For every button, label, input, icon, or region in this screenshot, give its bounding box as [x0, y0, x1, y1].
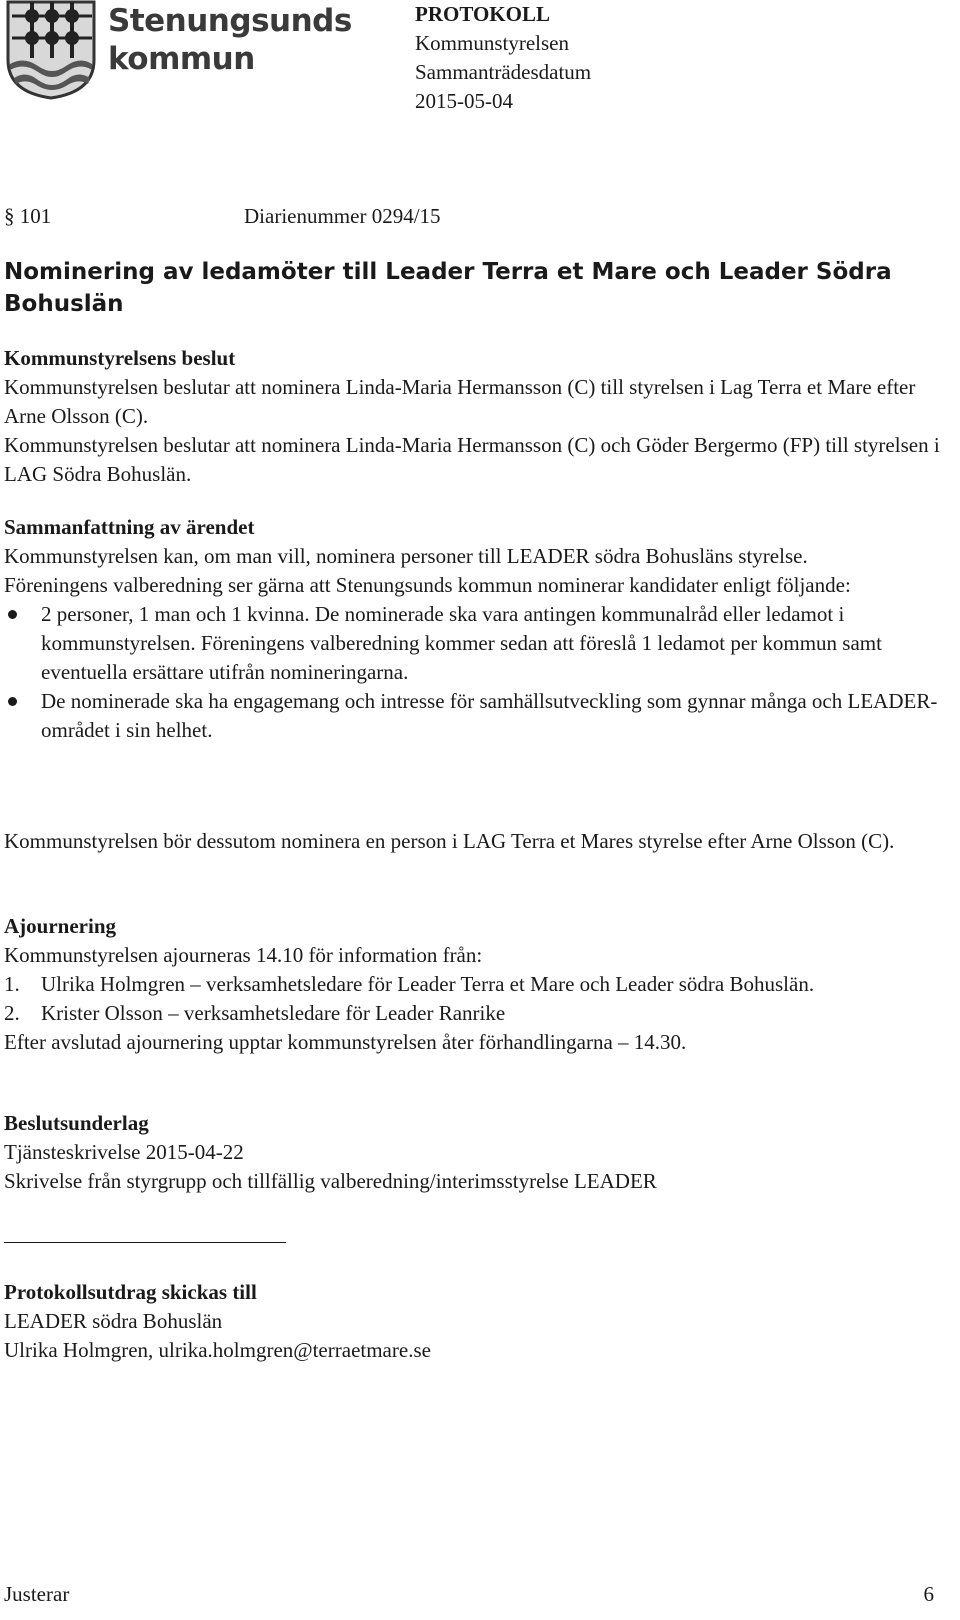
diarienummer: Diarienummer 0294/15 — [244, 204, 441, 228]
sammanfattning-heading: Sammanfattning av ärendet — [4, 515, 255, 539]
meeting-date: 2015-05-04 — [415, 89, 513, 113]
beslut-paragraph-1: Kommunstyrelsen beslutar att nominera Linda-Maria Hermansson (C) till styrelsen i Lag Terra et Mare efter Arne Olsson (C). — [4, 375, 916, 428]
list-item-text: De nominerade ska ha engagemang och intresse för samhällsutveckling som gynnar många och LEADER-området i sin helhet. — [41, 689, 938, 742]
divider — [4, 1242, 286, 1243]
beslutsunderlag-heading: Beslutsunderlag — [4, 1111, 149, 1135]
bullet-icon — [8, 697, 17, 706]
criteria-list — [4, 600, 954, 745]
additional-nomination — [4, 827, 954, 856]
logo-line-1: Stenungsunds — [108, 3, 352, 39]
list-item — [4, 970, 954, 999]
beslut-heading: Kommunstyrelsens beslut — [4, 346, 236, 370]
logo-line-2: kommun — [108, 41, 255, 77]
ajournering-section — [4, 912, 954, 1057]
utdrag-recipient: LEADER södra Bohuslän — [4, 1309, 223, 1333]
beslut-paragraph-2: Kommunstyrelsen beslutar att nominera Linda-Maria Hermansson (C) och Göder Bergermo (FP) till styrelsen i LAG Södra Bohuslän. — [4, 433, 940, 486]
list-item-text: 2 personer, 1 man och 1 kvinna. De nominerade ska vara antingen kommunalråd eller ledamot i kommunstyrelsen. Föreningens valberedning kommer sedan att föreslå 1 ledamot per kommun samt eventuella ersättare utifrån nomineringarna. — [41, 602, 882, 684]
beslut-section — [4, 344, 954, 489]
coat-of-arms-icon — [4, 0, 100, 100]
utdrag-heading: Protokollsutdrag skickas till — [4, 1280, 257, 1304]
ajournering-heading: Ajournering — [4, 914, 116, 938]
list-item — [4, 999, 954, 1028]
utdrag-recipient: Ulrika Holmgren, ulrika.holmgren@terraetmare.se — [4, 1338, 431, 1362]
doc-body: Kommunstyrelsen — [415, 31, 569, 55]
doc-type: PROTOKOLL — [415, 2, 550, 26]
beslutsunderlag-item: Tjänsteskrivelse 2015-04-22 — [4, 1140, 244, 1164]
justerar-label: Justerar — [4, 1582, 70, 1606]
municipality-logo — [4, 0, 364, 104]
ajournering-intro: Kommunstyrelsen ajourneras 14.10 för information från: — [4, 943, 483, 967]
logo-wordmark — [108, 2, 352, 78]
item-number: 1. — [4, 972, 20, 996]
document-header — [415, 0, 591, 116]
beslutsunderlag-item: Skrivelse från styrgrupp och tillfällig valberedning/interimsstyrelse LEADER — [4, 1169, 657, 1193]
item-number: 2. — [4, 1001, 20, 1025]
list-item-text: Krister Olsson – verksamhetsledare för Leader Ranrike — [41, 1001, 506, 1025]
utdrag-section — [4, 1278, 954, 1365]
sammanfattning-paragraph-2: Föreningens valberedning ser gärna att Stenungsunds kommun nominerar kandidater enligt följande: — [4, 573, 851, 597]
sammanfattning-paragraph-3: Kommunstyrelsen bör dessutom nominera en person i LAG Terra et Mares styrelse efter Arne Olsson (C). — [4, 829, 895, 853]
sammanfattning-paragraph-1: Kommunstyrelsen kan, om man vill, nominera personer till LEADER södra Bohusläns styrelse. — [4, 544, 808, 568]
list-item — [4, 687, 954, 745]
page-footer — [4, 1580, 934, 1609]
page-title: Nominering av ledamöter till Leader Terra et Mare och Leader Södra Bohuslän — [4, 259, 892, 317]
list-item-text: Ulrika Holmgren – verksamhetsledare för Leader Terra et Mare och Leader södra Bohuslän. — [41, 972, 815, 996]
page-number: 6 — [923, 1582, 934, 1606]
beslutsunderlag-section — [4, 1109, 954, 1196]
paragraph-number: § 101 — [4, 204, 52, 228]
sammanfattning-section — [4, 513, 954, 745]
speaker-list — [4, 970, 954, 1028]
list-item — [4, 600, 954, 687]
date-label: Sammanträdesdatum — [415, 60, 592, 84]
ajournering-outro: Efter avslutad ajournering upptar kommunstyrelsen åter förhandlingarna – 14.30. — [4, 1030, 687, 1054]
section-line — [4, 202, 944, 231]
bullet-icon — [8, 610, 17, 619]
